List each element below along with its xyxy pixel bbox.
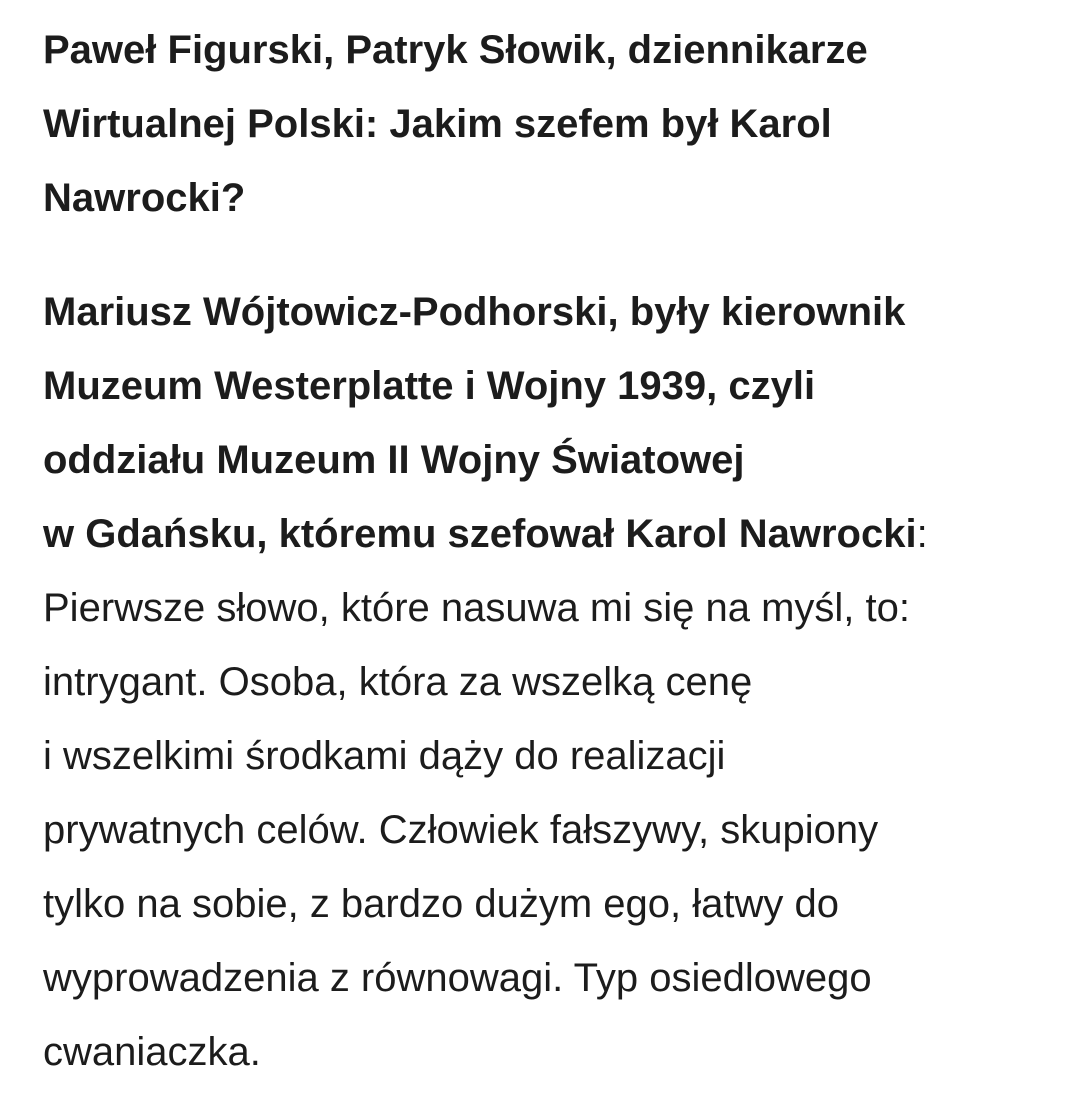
answer-line: Pierwsze słowo, które nasuwa mi się na myśl, to: — [43, 586, 910, 630]
interview-question — [43, 13, 993, 235]
question-line: Nawrocki? — [43, 176, 246, 220]
question-line: Paweł Figurski, Patryk Słowik, dziennikarze — [43, 28, 868, 72]
speaker-name-text: w Gdańsku, któremu szefował Karol Nawrocki — [43, 512, 917, 556]
speaker-name-line: Mariusz Wójtowicz-Podhorski, były kierownik — [43, 290, 906, 334]
speaker-name-line: oddziału Muzeum II Wojny Światowej — [43, 438, 745, 482]
article-body — [43, 13, 1053, 1089]
answer-line: intrygant. Osoba, która za wszelką cenę — [43, 660, 753, 704]
interview-answer — [43, 275, 1053, 1089]
speaker-separator: : — [916, 512, 928, 556]
answer-line: prywatnych celów. Człowiek fałszywy, skupiony — [43, 808, 879, 852]
answer-line: i wszelkimi środkami dąży do realizacji — [43, 734, 726, 778]
answer-line: cwaniaczka. — [43, 1030, 261, 1074]
answer-line: tylko na sobie, z bardzo dużym ego, łatwy do — [43, 882, 839, 926]
question-line: Wirtualnej Polski: Jakim szefem był Karol — [43, 102, 832, 146]
answer-line: wyprowadzenia z równowagi. Typ osiedlowego — [43, 956, 872, 1000]
speaker-name-last-line — [43, 497, 1053, 571]
speaker-name-line: Muzeum Westerplatte i Wojny 1939, czyli — [43, 364, 816, 408]
